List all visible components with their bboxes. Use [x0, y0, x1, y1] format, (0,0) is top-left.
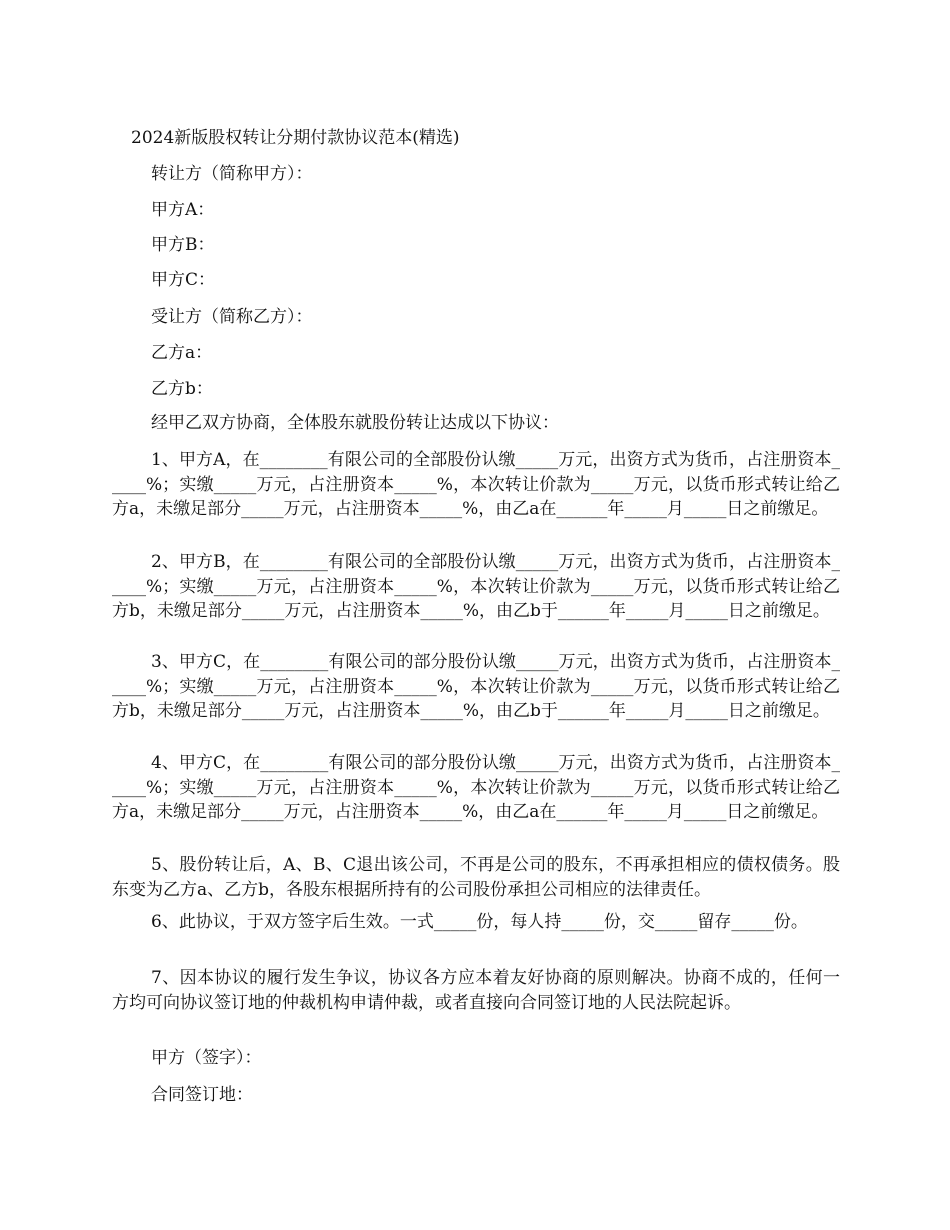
party-b-b-line: 乙方b：	[151, 379, 213, 399]
clause-6: 6、此协议，于双方签字后生效。一式_____份，每人持_____份，交_____留存_____份。	[151, 912, 808, 932]
party-a-a-line: 甲方A：	[151, 200, 215, 220]
transferor-heading: 转让方（简称甲方）：	[151, 164, 313, 184]
party-a-c-line: 甲方C：	[151, 270, 216, 290]
party-a-b-line: 甲方B：	[151, 235, 215, 255]
clause-5: 5、股份转让后，A、B、C退出该公司，不再是公司的股东，不再承担相应的债权债务。股东变为乙方a、乙方b，各股东根据所持有的公司股份承担公司相应的法律责任。	[112, 855, 840, 900]
clause-1: 1、甲方A，在________有限公司的全部股份认缴_____万元，出资方式为货币，占注册资本_____%；实缴_____万元，占注册资本_____%，本次转让价款为_____万元，以货币形式转让给乙方a，未缴足部分_____万元，占注册资本_____%，由乙a在______年_____月_____日之前缴足。	[112, 450, 840, 519]
document-title: 2024新版股权转让分期付款协议范本(精选)	[131, 128, 460, 148]
clause-7: 7、因本协议的履行发生争议，协议各方应本着友好协商的原则解决。协商不成的，任何一方均可向协议签订地的仲裁机构申请仲裁，或者直接向合同签订地的人民法院起诉。	[112, 968, 840, 1013]
clause-2: 2、甲方B，在________有限公司的全部股份认缴_____万元，出资方式为货币，占注册资本_____%；实缴_____万元，占注册资本_____%，本次转让价款为_____万元，以货币形式转让给乙方b，未缴足部分_____万元，占注册资本_____%，由乙b于______年_____月_____日之前缴足。	[112, 552, 840, 621]
signing-place: 合同签订地：	[151, 1085, 253, 1105]
party-b-a-line: 乙方a：	[151, 343, 213, 363]
clause-4: 4、甲方C，在________有限公司的部分股份认缴_____万元，出资方式为货币，占注册资本_____%；实缴_____万元，占注册资本_____%，本次转让价款为_____万元，以货币形式转让给乙方a，未缴足部分_____万元，占注册资本_____%，由乙a在______年_____月_____日之前缴足。	[112, 753, 840, 822]
clause-3: 3、甲方C，在________有限公司的部分股份认缴_____万元，出资方式为货币，占注册资本_____%；实缴_____万元，占注册资本_____%，本次转让价款为_____万元，以货币形式转让给乙方b，未缴足部分_____万元，占注册资本_____%，由乙b于______年_____月_____日之前缴足。	[112, 652, 840, 721]
signature-party-a: 甲方（签字）：	[151, 1048, 262, 1068]
transferee-heading: 受让方（简称乙方）：	[151, 307, 313, 327]
intro-line: 经甲乙双方协商，全体股东就股份转让达成以下协议：	[151, 413, 559, 433]
